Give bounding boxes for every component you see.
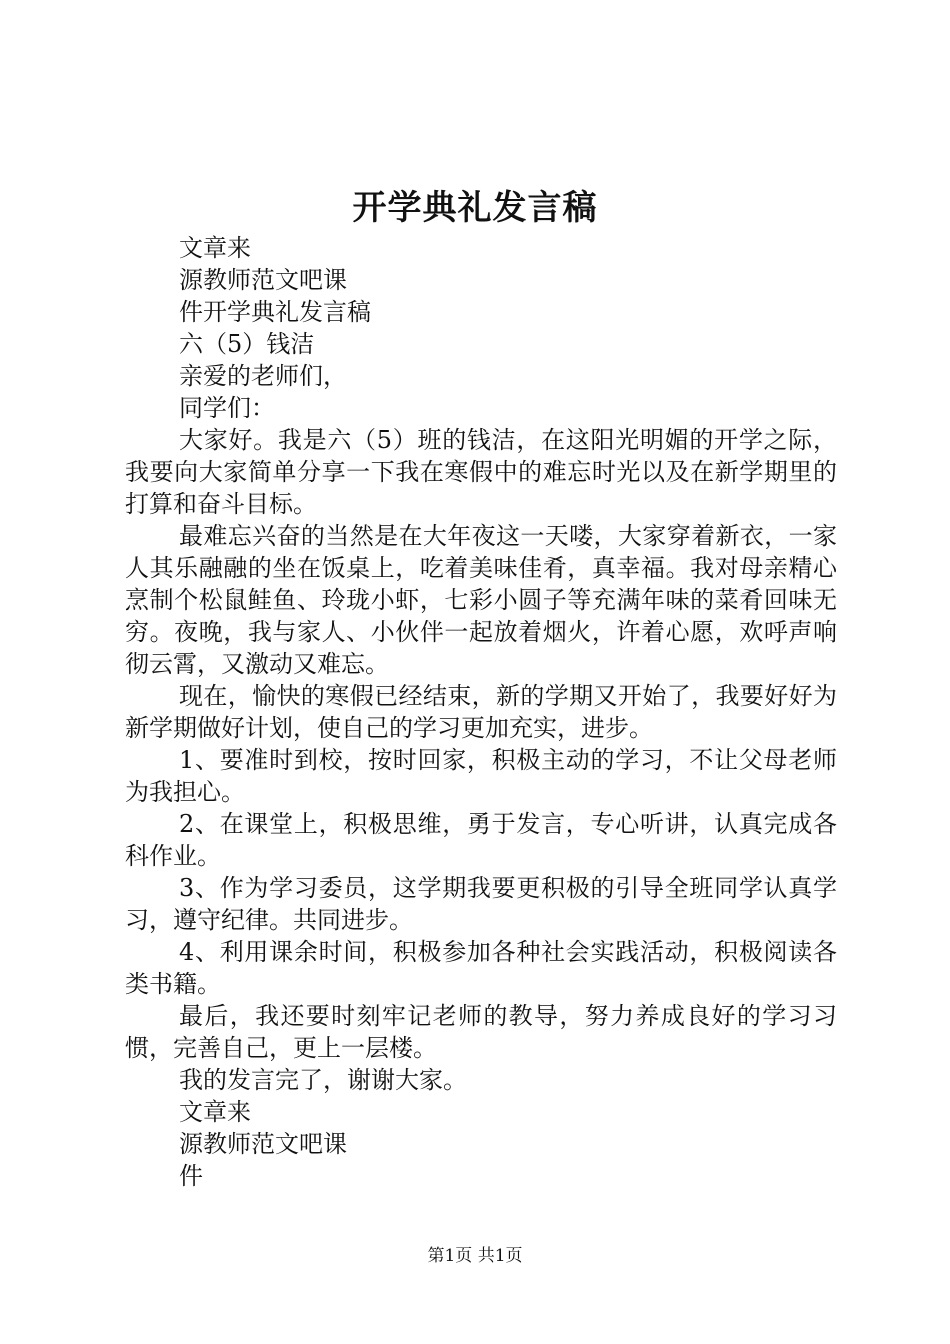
plan-item: 4、利用课余时间，积极参加各种社会实践活动，积极阅读各类书籍。 — [125, 938, 837, 998]
salutation-line: 亲爱的老师们， — [179, 362, 347, 390]
page-footer: 第1页 共1页 — [427, 1246, 523, 1266]
header-line: 源教师范文吧课 — [179, 266, 347, 294]
header-line: 件开学典礼发言稿 — [179, 298, 371, 326]
closing-line: 文章来 — [179, 1098, 251, 1126]
plan-item: 2、在课堂上，积极思维，勇于发言，专心听讲，认真完成各科作业。 — [125, 810, 837, 870]
document-body — [125, 232, 837, 1192]
body-paragraph: 最后，我还要时刻牢记老师的教导，努力养成良好的学习习惯，完善自己，更上一层楼。 — [125, 1002, 837, 1062]
salutation-line: 同学们： — [179, 394, 275, 422]
plan-item: 3、作为学习委员，这学期我要更积极的引导全班同学认真学习，遵守纪律。共同进步。 — [125, 874, 837, 934]
closing-line: 源教师范文吧课 — [179, 1130, 347, 1158]
header-line: 文章来 — [179, 234, 251, 262]
closing-line: 件 — [179, 1162, 203, 1190]
body-paragraph: 最难忘兴奋的当然是在大年夜这一天喽，大家穿着新衣，一家人其乐融融的坐在饭桌上，吃着美味佳肴，真幸福。我对母亲精心烹制个松鼠鲑鱼、玲珑小虾，七彩小圆子等充满年味的菜肴回味无穷。夜晚，我与家人、小伙伴一起放着烟火，许着心愿，欢呼声响彻云霄，又激动又难忘。 — [125, 522, 837, 678]
plan-item: 1、要准时到校，按时回家，积极主动的学习，不让父母老师为我担心。 — [125, 746, 837, 806]
body-paragraph: 现在，愉快的寒假已经结束，新的学期又开始了，我要好好为新学期做好计划，使自己的学习更加充实，进步。 — [125, 682, 837, 742]
author-line: 六（5）钱洁 — [179, 330, 315, 358]
closing-line: 我的发言完了，谢谢大家。 — [179, 1066, 467, 1094]
document-title: 开学典礼发言稿 — [352, 188, 598, 228]
body-paragraph: 大家好。我是六（5）班的钱洁，在这阳光明媚的开学之际，我要向大家简单分享一下我在寒假中的难忘时光以及在新学期里的打算和奋斗目标。 — [125, 426, 837, 518]
